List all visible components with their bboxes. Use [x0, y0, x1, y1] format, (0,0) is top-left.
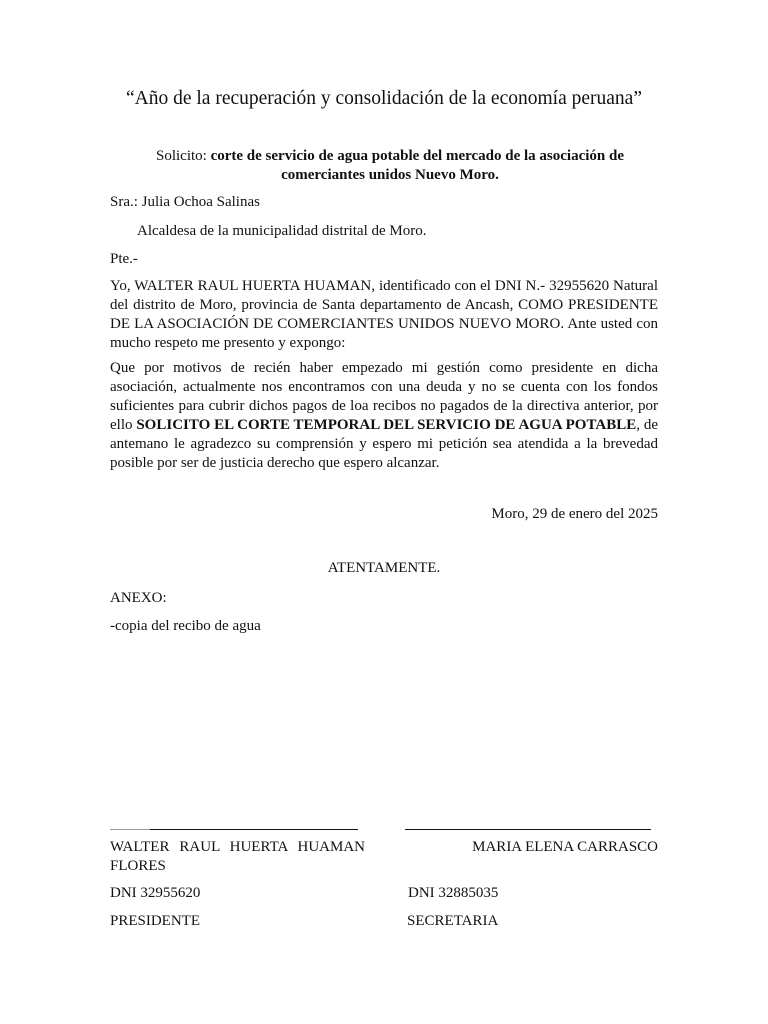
subject-text: corte de servicio de agua potable del mercado de la asociación de comerciantes unidos Nuevo Moro.	[210, 148, 624, 183]
year-motto: “Año de la recuperación y consolidación de la economía peruana”	[126, 88, 642, 109]
recipient-present: Pte.-	[110, 251, 138, 267]
intro-paragraph: Yo, WALTER RAUL HUERTA HUAMAN, identificado con el DNI N.- 32955620 Natural del distrito de Moro, provincia de Santa departamento de Ancash, COMO PRESIDENTE DE LA ASOCIACIÓN DE COMERCIANTES UNIDOS NUEVO MORO. Ante usted con mucho respeto me presento y expongo:	[110, 278, 658, 351]
signer-left-name: WALTER RAUL HUERTA HUAMAN FLORES	[110, 839, 365, 874]
signer-right-role: SECRETARIA	[407, 913, 499, 929]
reason-request: SOLICITO EL CORTE TEMPORAL DEL SERVICIO DE AGUA POTABLE	[136, 417, 637, 433]
signer-right-name: MARIA ELENA CARRASCO	[472, 839, 658, 855]
annex-item: -copia del recibo de agua	[110, 618, 261, 634]
recipient-name: Sra.: Julia Ochoa Salinas	[110, 194, 260, 210]
reason-paragraph	[110, 359, 658, 473]
reason-start: Que por motivos de recién haber empezado mi gestión como presidente en dicha asociación, actualmente nos encontramos con una deuda y no se cuenta con los fondos suficientes para cubrir dichos pagos de loa recibos no pagados de la directiva anterior, por ello	[110, 360, 658, 433]
signer-left-role: PRESIDENTE	[110, 913, 200, 929]
signature-line-right	[405, 829, 651, 830]
closing: ATENTAMENTE.	[327, 560, 441, 576]
subject-prefix: Solicito:	[155, 148, 211, 164]
recipient-title: Alcaldesa de la municipalidad distrital de Moro.	[137, 223, 427, 239]
reason-end: , de antemano le agradezco su comprensión y espero mi petición sea atendida a la brevedad posible por ser de justicia derecho que espero alcanzar.	[110, 417, 658, 471]
signer-right-dni: DNI 32885035	[408, 885, 499, 901]
letter-date: Moro, 29 de enero del 2025	[491, 506, 658, 522]
annex-label: ANEXO:	[110, 590, 167, 606]
signature-line-left	[150, 829, 358, 830]
subject-line	[130, 147, 650, 185]
signature-line-left-start	[110, 829, 150, 830]
signer-left-dni: DNI 32955620	[110, 885, 201, 901]
